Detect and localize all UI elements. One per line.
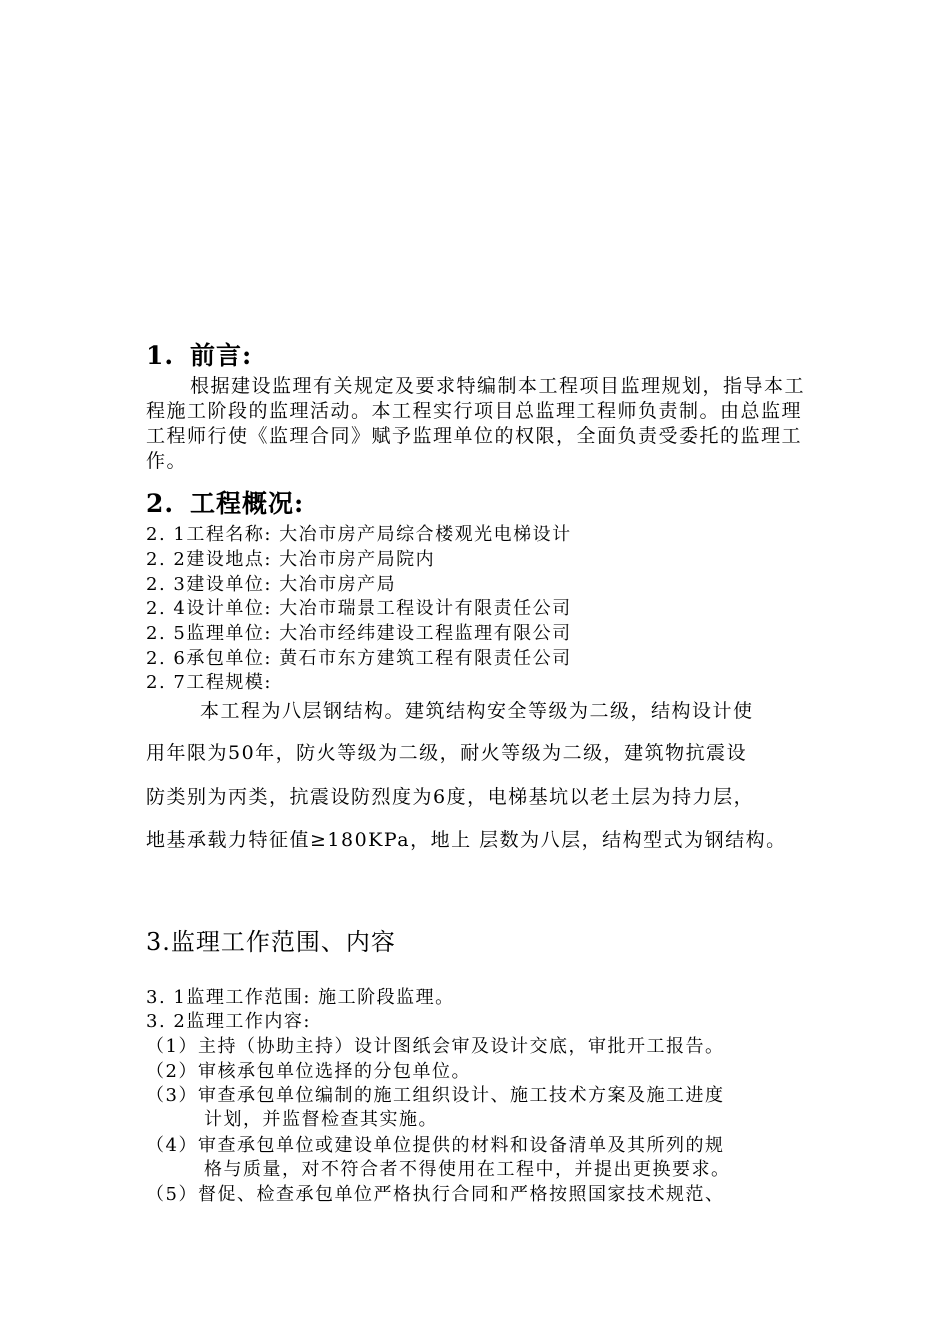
scale-line-4: 地基承载力特征值≥180KPa，地上 层数为八层，结构型式为钢结构。	[146, 829, 787, 851]
work-item-4-text: （4）审查承包单位或建设单位提供的材料和设备清单及其所列的规	[146, 1135, 725, 1156]
work-item-1	[146, 1035, 724, 1059]
work-item-4	[146, 1134, 731, 1182]
section1-number: 1.	[146, 341, 175, 370]
work-scope-item: 3. 1监理工作范围: 施工阶段监理。	[146, 987, 455, 1008]
work-item-2-text: （2）审核承包单位选择的分包单位。	[146, 1061, 471, 1082]
section1-paragraph-text: 根据建设监理有关规定及要求特编制本工程项目监理规划，指导本工程施工阶段的监理活动。本工程实行项目总监理工程师负责制。由总监理工程师行使《监理合同》赋予监理单位的权限，全面负责受委托的监理工作。	[146, 375, 806, 472]
work-content-item: 3. 2监理工作内容:	[146, 1011, 311, 1032]
section1-heading	[146, 336, 252, 372]
contractor-unit-item: 2. 6承包单位: 黄石市东方建筑工程有限责任公司	[146, 648, 572, 669]
work-item-3-continuation: 计划，并监督检查其实施。	[204, 1109, 438, 1130]
section3-heading: 3.监理工作范围、内容	[146, 928, 396, 956]
work-item-5-text: （5）督促、检查承包单位严格执行合同和严格按照国家技术规范、	[146, 1184, 725, 1205]
work-item-2	[146, 1060, 471, 1084]
section1-paragraph	[146, 374, 806, 474]
scale-line-3: 防类别为丙类，抗震设防烈度为6度，电梯基坑以老土层为持力层，	[146, 786, 755, 808]
project-scale-item: 2. 7工程规模:	[146, 672, 272, 693]
supervision-unit-item: 2. 5监理单位: 大冶市经纬建设工程监理有限公司	[146, 623, 572, 644]
section1-title: 前言:	[190, 341, 253, 370]
scale-line-2: 用年限为50年，防火等级为二级，耐火等级为二级，建筑物抗震设	[146, 742, 748, 764]
work-item-1-text: （1）主持（协助主持）设计图纸会审及设计交底，审批开工报告。	[146, 1036, 725, 1057]
client-unit-item: 2. 3建设单位: 大冶市房产局	[146, 574, 397, 595]
project-name-item: 2. 1工程名称: 大冶市房产局综合楼观光电梯设计	[146, 524, 572, 545]
section2-number: 2.	[146, 489, 175, 518]
design-unit-item: 2. 4设计单位: 大冶市瑞景工程设计有限责任公司	[146, 598, 572, 619]
work-item-5	[146, 1183, 724, 1207]
section2-heading	[146, 484, 304, 520]
work-item-3	[146, 1084, 724, 1132]
section2-title: 工程概况:	[190, 489, 305, 518]
scale-line-1: 本工程为八层钢结构。建筑结构安全等级为二级，结构设计使	[200, 700, 754, 722]
work-item-3-text: （3）审查承包单位编制的施工组织设计、施工技术方案及施工进度	[146, 1085, 725, 1106]
work-item-4-continuation: 格与质量，对不符合者不得使用在工程中，并提出更换要求。	[204, 1159, 731, 1180]
construction-site-item: 2. 2建设地点: 大冶市房产局院内	[146, 549, 436, 570]
